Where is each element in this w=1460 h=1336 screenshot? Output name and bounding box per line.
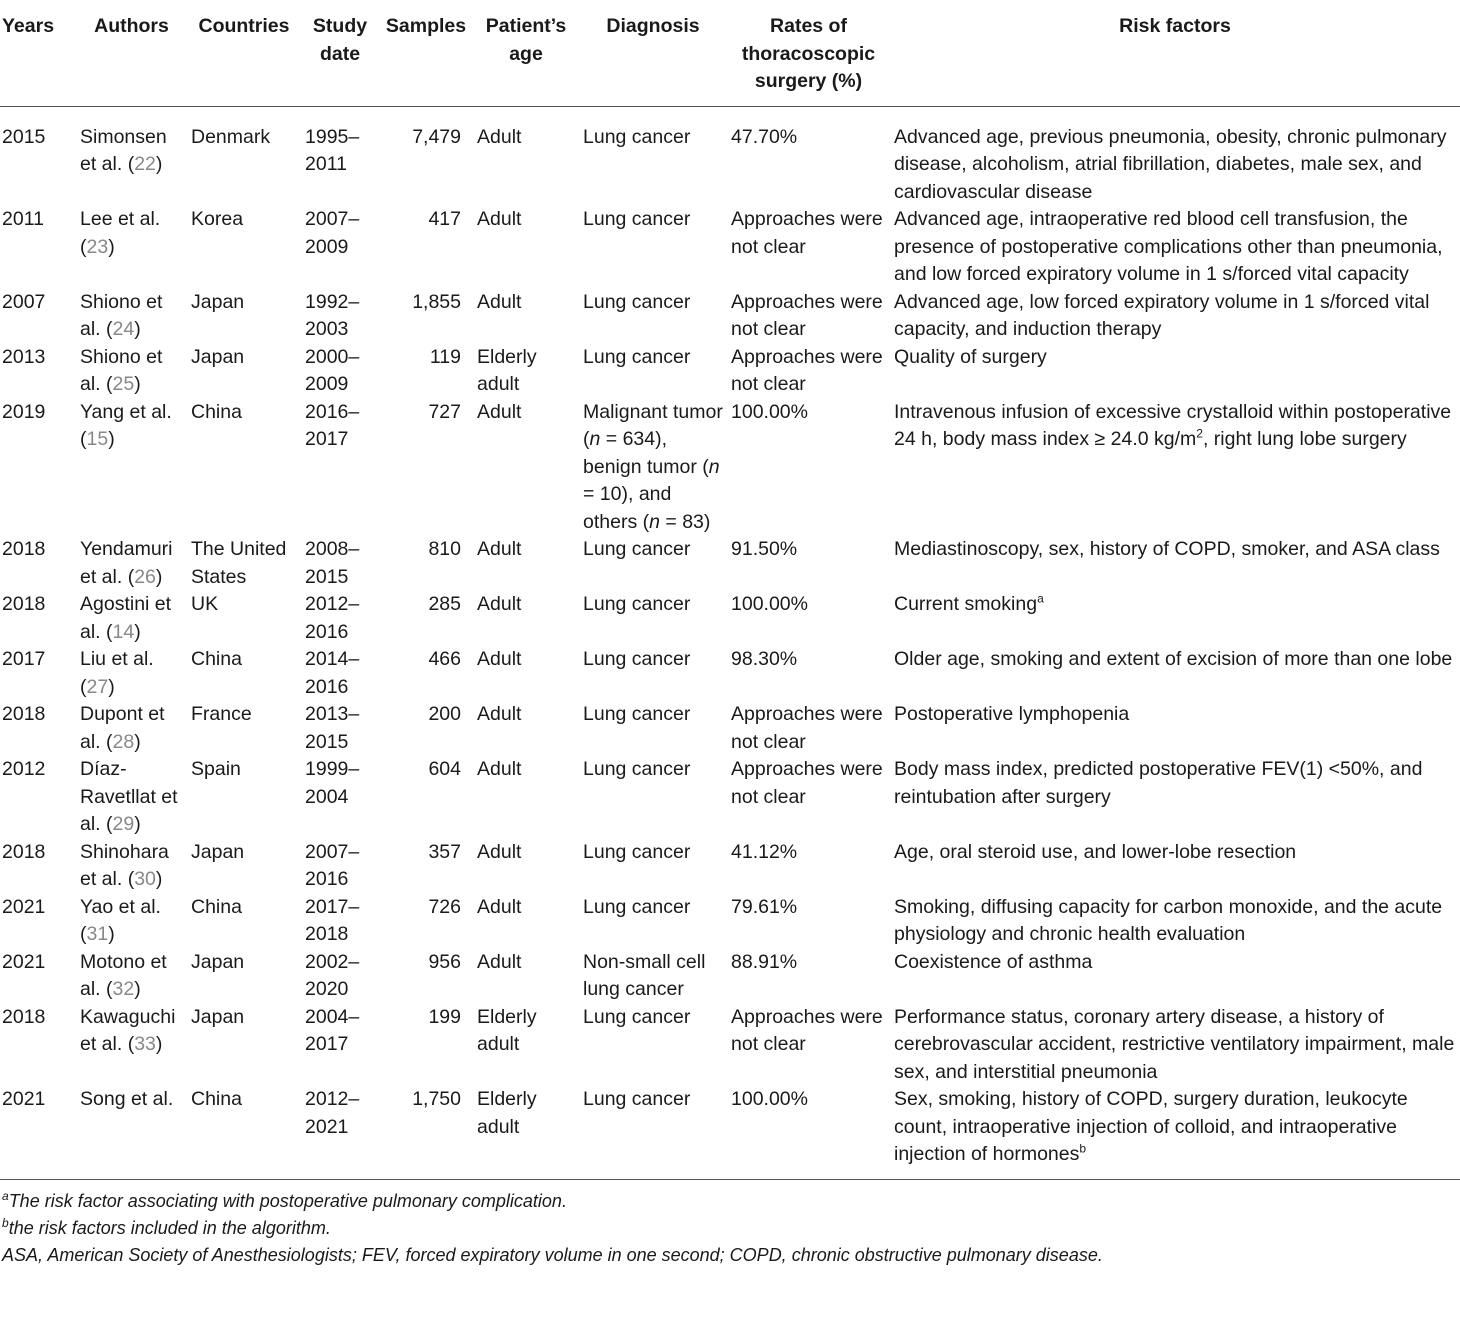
header-row [0, 0, 1460, 106]
reference-close-paren: ) [108, 923, 115, 945]
cell-rate: 41.12% [731, 840, 798, 863]
author-name: Shiono et al. ( [80, 345, 163, 395]
cell-year: 2013 [2, 345, 46, 368]
cell-risk-factors: Older age, smoking and extent of excision of more than one lobe [894, 648, 1453, 670]
cell-risk-factors: Quality of surgery [894, 345, 1047, 368]
reference-close-paren: ) [134, 620, 141, 643]
table-row [0, 1086, 1460, 1179]
table-row [0, 646, 1460, 701]
cell-author [76, 399, 187, 537]
reference-link[interactable]: 24 [112, 318, 135, 340]
cell-country: China [191, 400, 242, 423]
header-countries: Countries [187, 0, 301, 106]
reference-link[interactable]: 28 [112, 730, 135, 753]
reference-close-paren: ) [134, 730, 141, 753]
cell-country: China [191, 1088, 242, 1110]
cell-rate: Approaches were not clear [731, 345, 883, 395]
risk-superscript: a [1037, 591, 1044, 606]
cell-study-date: 2002–2020 [305, 950, 360, 1000]
cell-year: 2018 [2, 1005, 46, 1028]
cell-diagnosis: Lung cancer [583, 593, 691, 615]
table-row [0, 756, 1460, 839]
reference-close-paren: ) [155, 1033, 163, 1055]
header-study-date-line1: Study [312, 15, 368, 37]
header-age [473, 0, 579, 106]
cell-samples: 200 [428, 703, 461, 725]
cell-samples: 604 [428, 758, 461, 780]
cell-country: Japan [191, 840, 245, 863]
cell-age: Adult [477, 950, 522, 973]
cell-age: Adult [477, 703, 522, 725]
cell-age: Adult [477, 895, 522, 918]
cell-year: 2021 [2, 950, 46, 973]
table-row [0, 894, 1460, 949]
cell-year: 2018 [2, 703, 46, 725]
cell-risk-factors: Mediastinoscopy, sex, history of COPD, smoker, and ASA class [894, 538, 1440, 560]
reference-close-paren: ) [155, 153, 163, 175]
risk-superscript: b [1079, 1141, 1087, 1156]
cell-risk-factors: Age, oral steroid use, and lower-lobe resection [894, 840, 1297, 863]
reference-link[interactable]: 29 [112, 813, 135, 835]
cell-study-date: 2017–2018 [305, 895, 360, 945]
cell-samples: 727 [428, 400, 461, 423]
footnote-text: The risk factor associating with postoperative pulmonary complication. [8, 1190, 567, 1211]
table-body [0, 106, 1460, 1179]
author-name: Díaz-Ravetllat et al. ( [80, 758, 178, 835]
cell-author [76, 839, 187, 894]
cell-samples: 7,479 [412, 125, 461, 148]
author-name: Yendamuri et al. ( [80, 538, 173, 588]
cell-rate: 100.00% [731, 400, 808, 423]
cell-rate: Approaches were not clear [731, 290, 883, 340]
author-name: Kawaguchi et al. ( [80, 1005, 176, 1055]
cell-age: Adult [477, 125, 522, 148]
cell-risk-factors: Smoking, diffusing capacity for carbon monoxide, and the acute physiology and chronic health evaluation [894, 895, 1443, 945]
cell-risk-factors [890, 1086, 1460, 1179]
author-name: Agostini et al. ( [80, 593, 172, 643]
table-header [0, 0, 1460, 106]
header-study-date [301, 0, 379, 106]
cell-diagnosis: Lung cancer [583, 290, 691, 313]
cell-country: Korea [191, 208, 244, 230]
cell-year: 2021 [2, 1088, 46, 1110]
cell-study-date: 2008–2015 [305, 538, 360, 588]
cell-country: China [191, 648, 242, 670]
cell-rate: 91.50% [731, 538, 798, 560]
cell-samples: 466 [428, 648, 461, 670]
cell-study-date: 2000–2009 [305, 345, 360, 395]
reference-link[interactable]: 25 [112, 373, 135, 395]
table-row [0, 701, 1460, 756]
footnotes [0, 1180, 1460, 1269]
cell-year: 2012 [2, 758, 46, 780]
reference-close-paren: ) [134, 373, 141, 395]
cell-country: UK [191, 593, 219, 615]
header-rates-line1: Rates of [770, 15, 847, 37]
cell-age: Adult [477, 538, 522, 560]
risk-text: Sex, smoking, history of COPD, surgery duration, leukocyte count, intraoperative injection of colloid, and intraoperative injection of hormones [894, 1088, 1408, 1165]
cell-country: Japan [191, 345, 245, 368]
cell-country: China [191, 895, 242, 918]
cell-risk-factors [890, 591, 1460, 646]
cell-age: Adult [477, 758, 522, 780]
cell-year: 2019 [2, 400, 46, 423]
header-age-line1: Patient’s [485, 15, 567, 37]
footnote-text: ASA, American Society of Anesthesiologists; FEV, forced expiratory volume in one second; COPD, chronic obstructive pulmonary disease. [2, 1244, 1103, 1265]
cell-rate: 100.00% [731, 593, 808, 615]
cell-year: 2021 [2, 895, 46, 918]
cell-country: Spain [191, 758, 241, 780]
footnote-mark: b [2, 1215, 9, 1230]
header-study-date-line2: date [319, 42, 361, 65]
cell-samples: 810 [428, 538, 461, 560]
cell-year: 2015 [2, 125, 46, 148]
cell-study-date: 2007–2016 [305, 840, 360, 890]
header-age-line2: age [509, 42, 543, 65]
cell-diagnosis: Lung cancer [583, 125, 691, 148]
cell-study-date: 2004–2017 [305, 1005, 360, 1055]
reference-link[interactable]: 30 [134, 868, 156, 890]
cell-country: Denmark [191, 125, 271, 148]
footnote-line [2, 1215, 1460, 1242]
cell-author [76, 206, 187, 289]
cell-country: Japan [191, 290, 245, 313]
cell-age: Adult [477, 648, 522, 670]
diagnosis-n-symbol: n [649, 510, 660, 533]
cell-age: Adult [477, 290, 522, 313]
reference-link[interactable]: 31 [86, 923, 109, 945]
risk-text: Current smoking [894, 593, 1038, 615]
cell-samples: 1,855 [412, 290, 461, 313]
author-name: Dupont et al. ( [80, 703, 165, 753]
table-row [0, 344, 1460, 399]
cell-author [76, 756, 187, 839]
reference-link[interactable]: 22 [134, 153, 156, 175]
cell-diagnosis: Lung cancer [583, 538, 691, 560]
cell-risk-factors: Advanced age, intraoperative red blood cell transfusion, the presence of postoperative complications other than pneumonia, and low forced expiratory volume in 1 s/forced vital capacity [894, 208, 1443, 285]
cell-author [76, 949, 187, 1004]
author-name: Simonsen et al. ( [80, 125, 167, 175]
cell-country: Japan [191, 1005, 245, 1028]
diagnosis-text: = 83) [659, 510, 711, 533]
reference-link[interactable]: 15 [86, 428, 109, 450]
diagnosis-text: Malignant tumor ( [583, 400, 723, 450]
cell-age: Adult [477, 840, 522, 863]
cell-year: 2017 [2, 648, 46, 670]
cell-age: Adult [477, 208, 522, 230]
cell-country: Japan [191, 950, 245, 973]
cell-country: The United States [191, 538, 287, 588]
table-row [0, 949, 1460, 1004]
reference-link[interactable]: 14 [112, 620, 135, 643]
cell-rate: 88.91% [731, 950, 798, 973]
cell-diagnosis [579, 399, 727, 537]
header-risk-factors: Risk factors [890, 0, 1460, 106]
diagnosis-text: = 634), benign tumor ( [583, 428, 709, 478]
cell-diagnosis: Lung cancer [583, 345, 691, 368]
cell-year: 2018 [2, 840, 46, 863]
cell-samples: 956 [428, 950, 461, 973]
cell-rate: 79.61% [731, 895, 798, 918]
table-row [0, 206, 1460, 289]
cell-risk-factors: Coexistence of asthma [894, 950, 1093, 973]
header-rates [727, 0, 890, 106]
cell-samples: 1,750 [412, 1088, 461, 1110]
cell-rate: Approaches were not clear [731, 703, 883, 753]
cell-rate: Approaches were not clear [731, 1005, 883, 1055]
cell-country: France [191, 703, 252, 725]
cell-study-date: 2016–2017 [305, 400, 360, 450]
header-diagnosis: Diagnosis [579, 0, 727, 106]
reference-close-paren: ) [108, 235, 115, 258]
cell-study-date: 1995–2011 [305, 125, 360, 175]
cell-study-date: 2013–2015 [305, 703, 360, 753]
cell-samples: 119 [429, 345, 461, 368]
header-authors: Authors [76, 0, 187, 106]
diagnosis-n-symbol: n [589, 428, 601, 450]
footnote-text: the risk factors included in the algorithm. [8, 1217, 331, 1238]
cell-diagnosis: Lung cancer [583, 648, 691, 670]
footnote-mark: a [2, 1188, 9, 1203]
diagnosis-n-symbol: n [708, 455, 720, 478]
cell-risk-factors: Advanced age, low forced expiratory volume in 1 s/forced vital capacity, and induction therapy [894, 290, 1430, 340]
reference-close-paren: ) [155, 868, 163, 890]
cell-diagnosis: Non-small cell lung cancer [583, 950, 706, 1000]
cell-risk-factors: Postoperative lymphopenia [894, 703, 1130, 725]
cell-diagnosis: Lung cancer [583, 840, 691, 863]
table-row [0, 536, 1460, 591]
cell-diagnosis: Lung cancer [583, 1088, 691, 1110]
table-row [0, 289, 1460, 344]
reference-link[interactable]: 23 [86, 235, 109, 258]
cell-risk-factors [890, 399, 1460, 537]
cell-author [76, 106, 187, 206]
cell-risk-factors: Performance status, coronary artery disease, a history of cerebrovascular accident, restrictive ventilatory impairment, male sex, and interstitial pneumonia [894, 1005, 1455, 1083]
cell-samples: 417 [428, 208, 461, 230]
author-name: Liu et al. ( [80, 648, 154, 698]
table-row [0, 591, 1460, 646]
reference-link[interactable]: 26 [134, 565, 156, 588]
header-years: Years [0, 0, 76, 106]
table-row [0, 106, 1460, 206]
author-name: Yang et al. ( [80, 400, 172, 450]
author-name: Shinohara et al. ( [80, 840, 169, 890]
cell-diagnosis: Lung cancer [583, 208, 691, 230]
cell-author [76, 344, 187, 399]
cell-samples: 199 [428, 1005, 461, 1028]
cell-author [76, 591, 187, 646]
reference-close-paren: ) [134, 978, 141, 1000]
cell-risk-factors: Body mass index, predicted postoperative FEV(1) <50%, and reintubation after surgery [894, 758, 1423, 808]
author-name: Yao et al. ( [80, 895, 161, 945]
cell-study-date: 2012–2016 [305, 593, 360, 643]
cell-rate: Approaches were not clear [731, 208, 883, 258]
cell-diagnosis: Lung cancer [583, 1005, 691, 1028]
cell-year: 2018 [2, 593, 46, 615]
cell-author [76, 289, 187, 344]
cell-author [76, 894, 187, 949]
cell-study-date: 2014–2016 [305, 648, 360, 698]
cell-year: 2011 [2, 208, 44, 230]
risk-text-tail: , right lung lobe surgery [1202, 428, 1407, 450]
cell-samples: 285 [428, 593, 461, 615]
author-name: Lee et al. ( [80, 208, 161, 258]
cell-diagnosis: Lung cancer [583, 758, 691, 780]
cell-rate: 100.00% [731, 1088, 808, 1110]
diagnosis-text: = 10), and others ( [583, 483, 672, 533]
cell-age: Elderly adult [477, 345, 537, 395]
reference-link[interactable]: 33 [134, 1033, 156, 1055]
cell-author [76, 1086, 187, 1179]
author-name: Shiono et al. ( [80, 290, 163, 340]
cell-samples: 726 [428, 895, 461, 918]
cell-risk-factors: Advanced age, previous pneumonia, obesity, chronic pulmonary disease, alcoholism, atrial fibrillation, diabetes, male sex, and cardiovascular disease [894, 125, 1447, 203]
cell-year: 2007 [2, 290, 46, 313]
reference-close-paren: ) [134, 318, 141, 340]
reference-close-paren: ) [134, 813, 141, 835]
footnote-line [2, 1188, 1460, 1215]
cell-author [76, 701, 187, 756]
header-rates-line3: surgery (%) [754, 70, 863, 92]
cell-study-date: 1992–2003 [305, 290, 360, 340]
cell-study-date: 2012–2021 [305, 1088, 360, 1138]
cell-age: Adult [477, 593, 522, 615]
table-row [0, 1004, 1460, 1087]
table-row [0, 399, 1460, 537]
reference-close-paren: ) [108, 675, 115, 698]
cell-diagnosis: Lung cancer [583, 703, 691, 725]
reference-close-paren: ) [108, 428, 115, 450]
cell-rate: Approaches were not clear [731, 758, 883, 808]
risk-superscript: 2 [1196, 426, 1203, 441]
cell-author [76, 1004, 187, 1087]
cell-author [76, 646, 187, 701]
reference-close-paren: ) [155, 565, 163, 588]
cell-rate: 98.30% [731, 648, 798, 670]
cell-diagnosis: Lung cancer [583, 895, 691, 918]
cell-year: 2018 [2, 538, 46, 560]
author-name: Motono et al. ( [80, 950, 167, 1000]
footnote-line [2, 1242, 1460, 1269]
table-row [0, 839, 1460, 894]
cell-age: Elderly adult [477, 1005, 537, 1055]
reference-link[interactable]: 32 [112, 978, 135, 1000]
cell-study-date: 1999–2004 [305, 758, 360, 808]
header-samples: Samples [379, 0, 473, 106]
header-rates-line2: thoracoscopic [741, 42, 876, 65]
reference-link[interactable]: 27 [86, 675, 109, 698]
author-name: Song et al. [80, 1088, 174, 1110]
risk-text: Intravenous infusion of excessive crystalloid within postoperative 24 h, body mass index ≥ 24.0 kg/m [894, 400, 1452, 450]
cell-author [76, 536, 187, 591]
cell-age: Adult [477, 400, 522, 423]
cell-samples: 357 [428, 840, 461, 863]
cell-age: Elderly adult [477, 1088, 537, 1138]
cell-rate: 47.70% [731, 125, 798, 148]
cell-study-date: 2007–2009 [305, 208, 360, 258]
